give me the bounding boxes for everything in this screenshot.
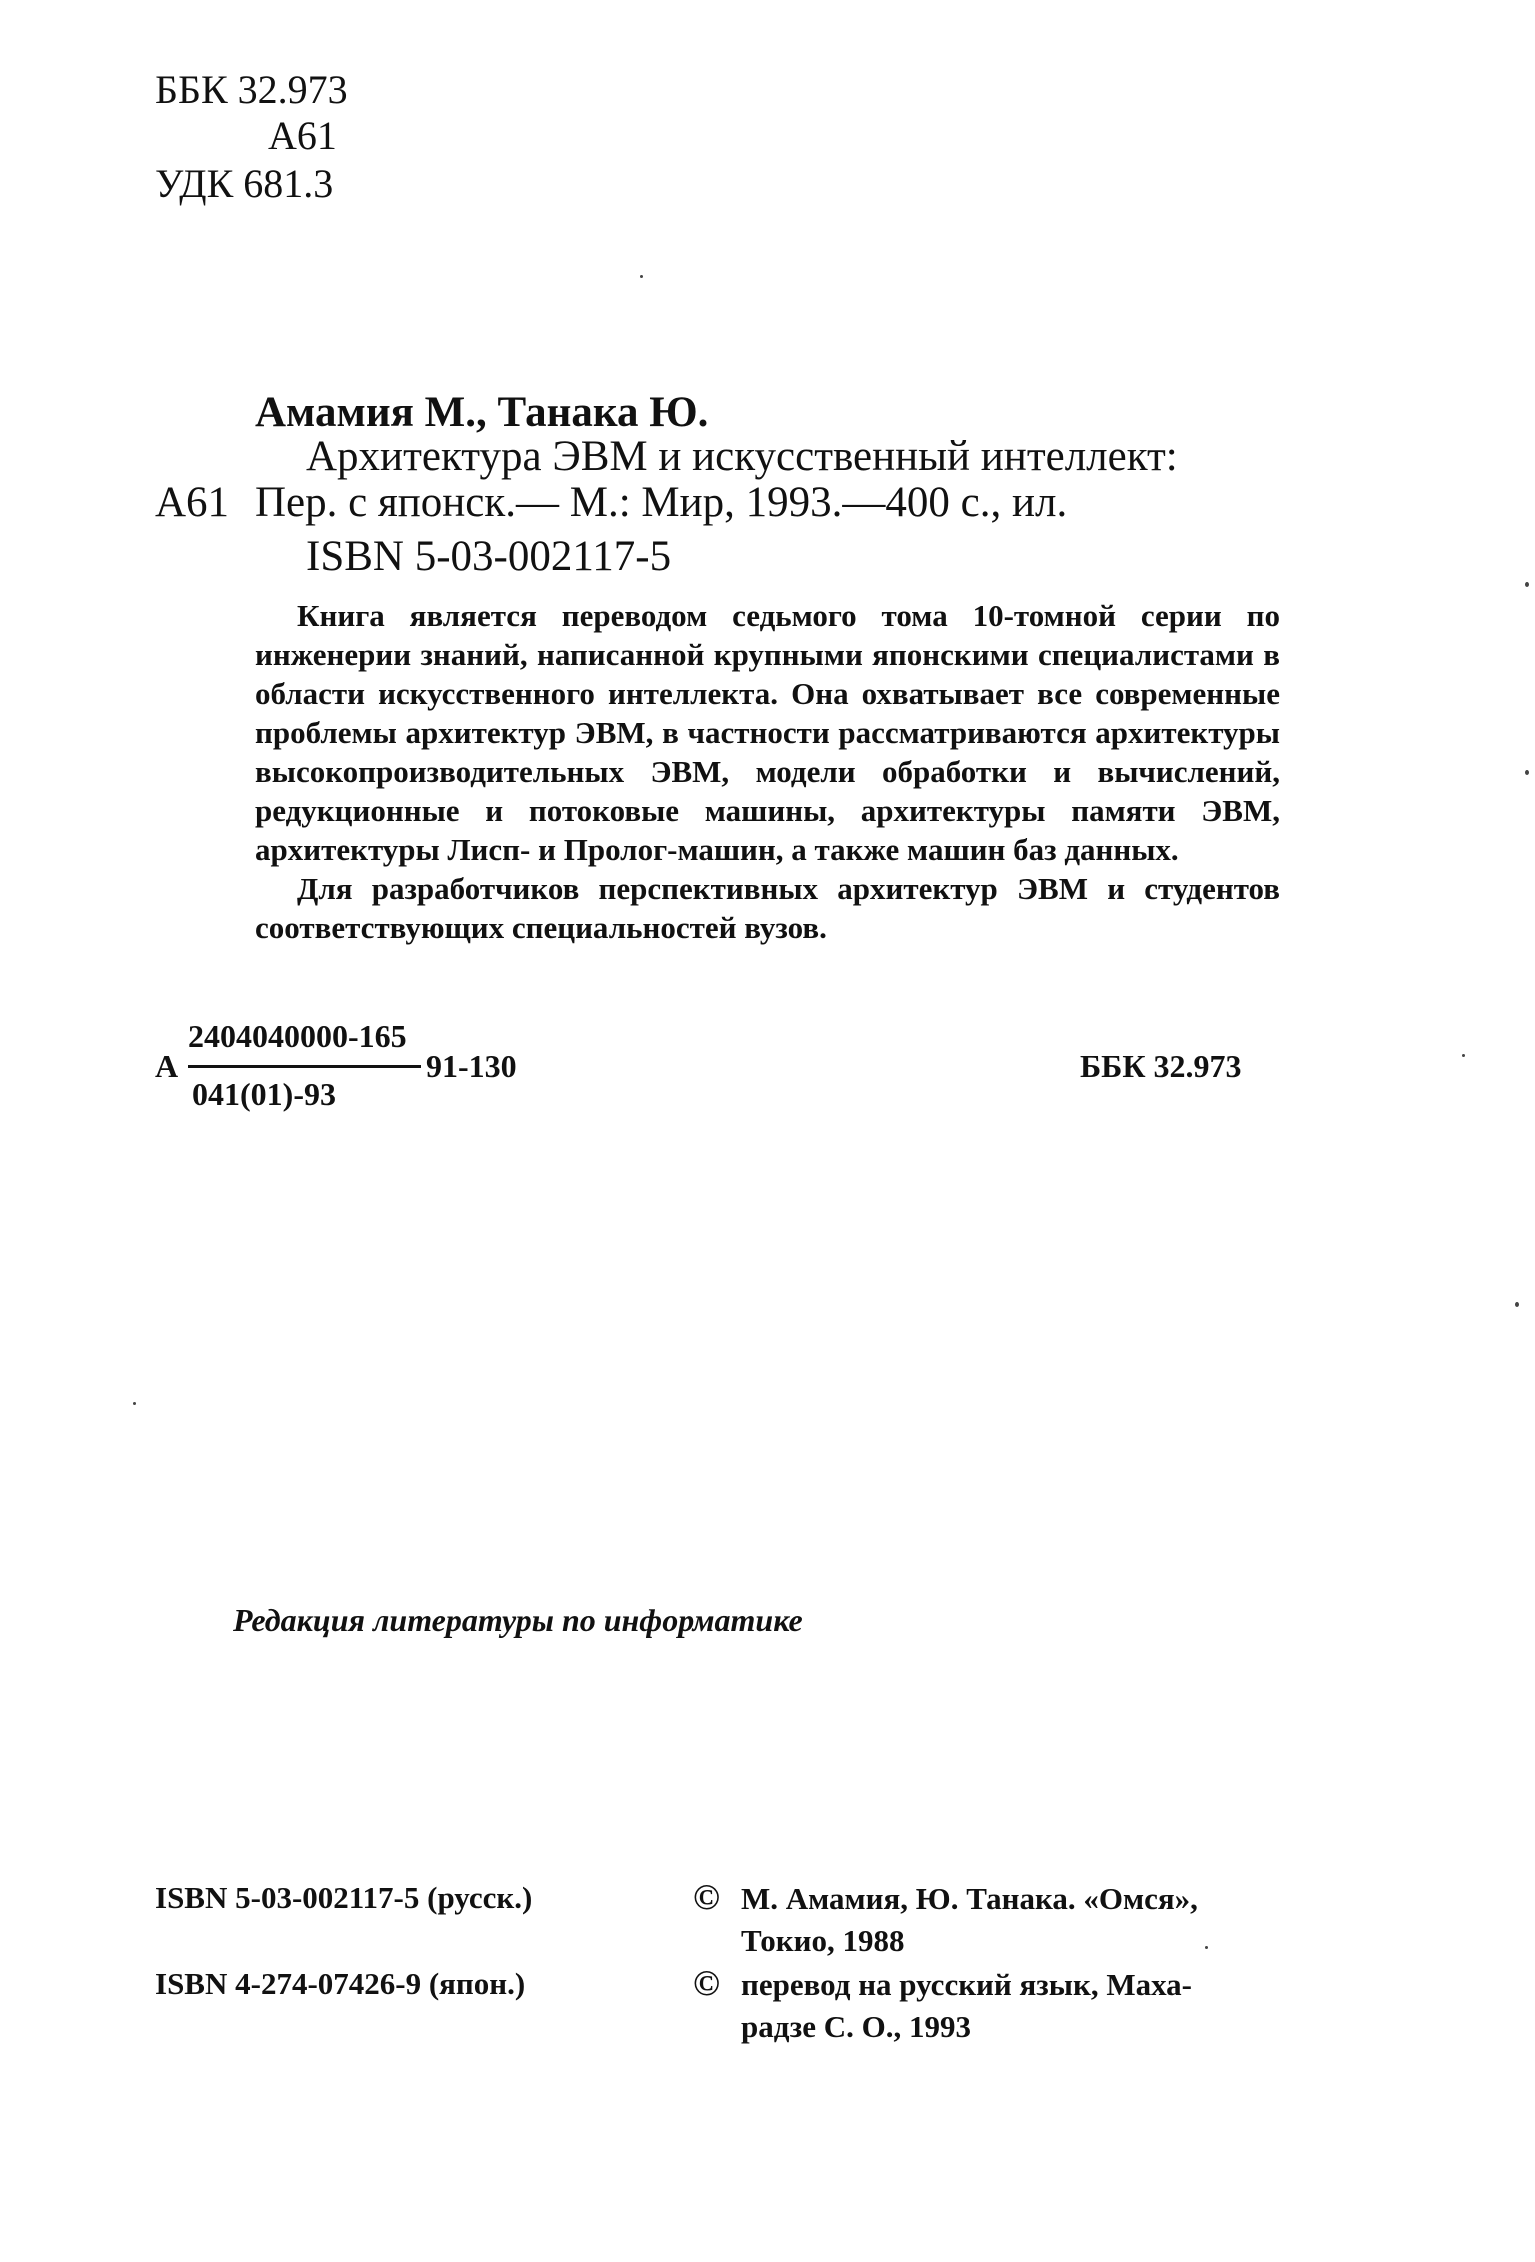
authors: Амамия М., Танака Ю. xyxy=(255,389,709,436)
code-suffix: 91-130 xyxy=(426,1048,517,1084)
margin-code: А61 xyxy=(155,479,230,526)
code-numerator: 2404040000-165 xyxy=(188,1018,407,1054)
annotation-paragraph-1: Книга является переводом седьмого тома 10-томной серии по инженерии знаний, написанной крупными японскими специалистами в области искусственного интеллекта. Она охватывает все современные проблемы архитектур ЭВМ, в частности рассматриваются архитектуры высокопроизводительных ЭВМ, модели обработки и вычислений, редукционные и потоковые машины, архитектуры памяти ЭВМ, архитектуры Лисп- и Пролог-машин, а также машин баз данных. xyxy=(255,598,1280,867)
copyright-icon: © xyxy=(693,1963,720,2003)
title-line-2: Пер. с японск.— М.: Мир, 1993.—400 с., ил. xyxy=(255,479,1068,526)
copyright-icon: © xyxy=(693,1877,720,1917)
scan-speck xyxy=(1525,770,1529,775)
scan-speck xyxy=(1205,1946,1208,1949)
scan-speck xyxy=(133,1402,136,1405)
annotation xyxy=(255,596,1280,947)
copyright-1-line-1: М. Амамия, Ю. Танака. «Омся», xyxy=(741,1881,1198,1916)
isbn-russian: ISBN 5-03-002117-5 (русск.) xyxy=(155,1880,533,1915)
annotation-paragraph-2: Для разработчиков перспективных архитектур ЭВМ и студентов соответствующих специальностей вузов. xyxy=(255,871,1280,945)
catalog-isbn: ISBN 5-03-002117-5 xyxy=(306,533,672,580)
editorial-department: Редакция литературы по информатике xyxy=(233,1602,803,1638)
copyright-2-line-1: перевод на русский язык, Маха- xyxy=(741,1967,1192,2002)
fraction-bar xyxy=(188,1065,421,1068)
author-mark-top: А61 xyxy=(268,113,337,158)
code-denominator: 041(01)-93 xyxy=(192,1076,336,1112)
scan-speck xyxy=(1525,582,1529,587)
copyright-2-line-2: радзе С. О., 1993 xyxy=(741,2009,972,2044)
scan-speck xyxy=(1515,1302,1519,1307)
bbk-code-top: ББК 32.973 xyxy=(155,67,348,112)
scan-speck xyxy=(1462,1054,1465,1057)
code-letter: А xyxy=(155,1048,179,1084)
scan-speck xyxy=(640,275,643,278)
bbk-code-bottom: ББК 32.973 xyxy=(1080,1048,1242,1084)
copyright-1-line-2: Токио, 1988 xyxy=(741,1923,905,1958)
isbn-japanese: ISBN 4-274-07426-9 (япон.) xyxy=(155,1966,526,2001)
title-line-1: Архитектура ЭВМ и искусственный интеллект: xyxy=(306,433,1178,480)
udk-code: УДК 681.3 xyxy=(155,161,334,206)
